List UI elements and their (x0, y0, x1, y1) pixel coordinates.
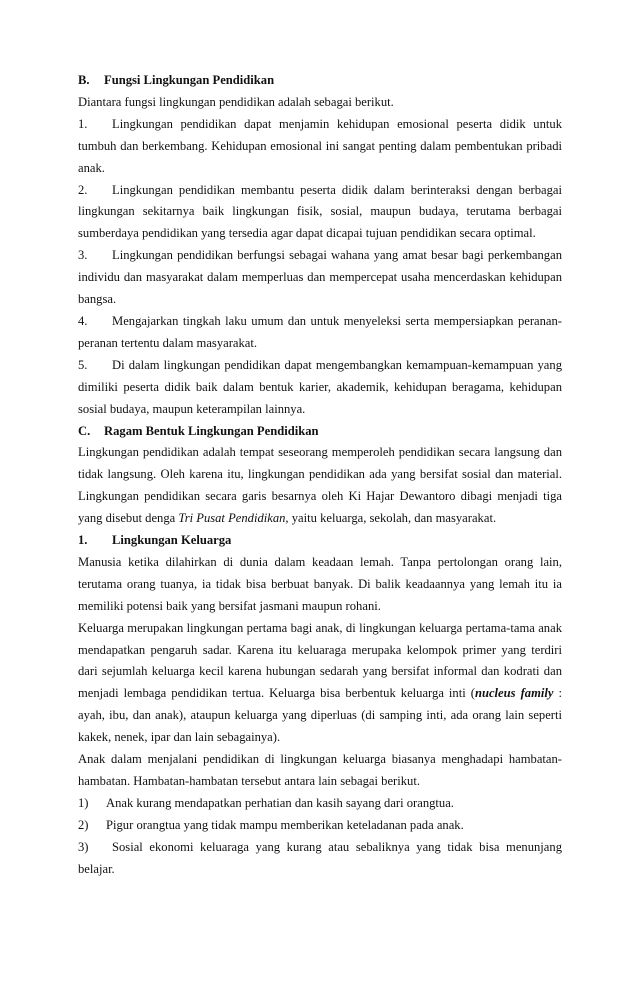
section-c-heading (78, 421, 562, 443)
list-item-number: 5. (78, 357, 88, 372)
section-b-heading (78, 70, 562, 92)
list-item-text: Sosial ekonomi keluaraga yang kurang atau sebaliknya yang tidak bisa menunjang belajar. (78, 839, 562, 876)
list-item (78, 837, 562, 881)
section-c-italic-term: Tri Pusat Pendidikan, (178, 511, 289, 526)
document-page (78, 70, 562, 881)
list-item-number: 3. (78, 248, 88, 263)
paragraph-2-italic-term: nucleus family (474, 686, 554, 701)
subsection-1-paragraph-2 (78, 618, 562, 749)
list-item (78, 180, 562, 246)
list-item-number: 3) (78, 839, 89, 854)
section-c-paragraph (78, 442, 562, 530)
list-item-text: Lingkungan pendidikan dapat menjamin kehidupan emosional peserta didik untuk tumbuh dan berkembang. Kehidupan emosional ini sangat penting dalam pembentukan pribadi anak. (78, 116, 562, 175)
list-item-number: 1. (78, 116, 88, 131)
list-item-text: Lingkungan pendidikan berfungsi sebagai wahana yang amat besar bagi perkembangan individu dan masyarakat dalam memperluas dan mempercepat usaha mencerdaskan kehidupan bangsa. (78, 248, 562, 307)
list-item-text: Di dalam lingkungan pendidikan dapat mengembangkan kemampuan-kemampuan yang dimiliki peserta didik baik dalam bentuk karier, akademik, kehidupan beragama, kehidupan sosial budaya, maupun keterampilan lainnya. (78, 357, 562, 416)
section-c-title: Ragam Bentuk Lingkungan Pendidikan (104, 423, 319, 438)
list-item-text: Mengajarkan tingkah laku umum dan untuk menyeleksi serta mempersiapkan peranan-peranan tertentu dalam masyarakat. (78, 313, 562, 350)
list-item-text: Pigur orangtua yang tidak mampu memberikan keteladanan pada anak. (106, 817, 464, 832)
list-item (78, 245, 562, 311)
list-item-number: 1) (78, 795, 89, 810)
list-item (78, 793, 562, 815)
list-item-number: 2. (78, 182, 88, 197)
section-b-intro: Diantara fungsi lingkungan pendidikan adalah sebagai berikut. (78, 94, 394, 109)
list-item-text: Anak kurang mendapatkan perhatian dan kasih sayang dari orangtua. (106, 795, 454, 810)
subsection-1-paragraph-1: Manusia ketika dilahirkan di dunia dalam keadaan lemah. Tanpa pertolongan orang lain, terutama orang tuanya, ia tidak bisa berbuat banyak. Di balik keadaannya yang lemah itu ia memiliki potensi baik yang bersifat jasmani maupun rohani. (78, 554, 562, 613)
list-item (78, 114, 562, 180)
section-c-text-before: Lingkungan pendidikan adalah tempat seseorang memperoleh pendidikan secara langsung dan tidak langsung. Oleh karena itu, lingkungan pendidikan ada yang bersifat sosial dan material. Lingkungan pendidikan secara garis besarnya oleh Ki Hajar Dewantoro dibagi menjadi tiga yang disebut denga (78, 445, 562, 526)
subsection-1-number: 1. (78, 533, 88, 548)
list-item (78, 355, 562, 421)
paragraph-2-text-after: : ayah, ibu, dan anak), ataupun keluarga yang diperluas (di samping inti, ada orang lain seperti kakek, nenek, ipar dan lain sebagainya). (78, 686, 562, 745)
subsection-1-heading (78, 530, 562, 552)
section-c-number: C. (78, 423, 91, 438)
subsection-1-paragraph-3: Anak dalam menjalani pendidikan di lingkungan keluarga biasanya menghadapi hambatan-hambatan. Hambatan-hambatan tersebut antara lain sebagai berikut. (78, 752, 562, 788)
list-item-text: Lingkungan pendidikan membantu peserta didik dalam berinteraksi dengan berbagai lingkungan sekitarnya baik lingkungan fisik, sosial, maupun budaya, terutama berbagai sumberdaya pendidikan yang tersedia agar dapat dicapai tujuan pendidikan secara optimal. (78, 182, 562, 241)
paragraph-2-text-before: Keluarga merupakan lingkungan pertama bagi anak, di lingkungan keluarga pertama-tama anak mendapatkan pengaruh sadar. Karena itu keluaraga merupaka kelompok primer yang terdiri dari sejumlah keluarga kecil karena hubungan sedarah yang bersifat informal dan kodrati dan menjadi lembaga pendidikan tertua. Keluarga bisa berbentuk keluarga inti ( (78, 620, 562, 701)
section-b-number: B. (78, 73, 90, 87)
list-item-number: 4. (78, 313, 88, 328)
subsection-1-title: Lingkungan Keluarga (112, 533, 232, 548)
list-item (78, 815, 562, 837)
list-item (78, 311, 562, 355)
list-item-number: 2) (78, 817, 89, 832)
section-c-text-after: yaitu keluarga, sekolah, dan masyarakat. (291, 511, 497, 526)
section-b-title: Fungsi Lingkungan Pendidikan (104, 73, 275, 87)
